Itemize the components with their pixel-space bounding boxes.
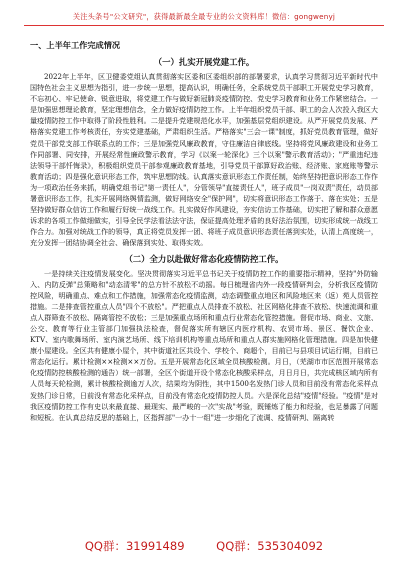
footer-contact xyxy=(24,538,384,554)
section-heading: 一、上半年工作完成情况 xyxy=(30,40,121,50)
footer-qq-group-1: QQ群：31991489 xyxy=(84,539,185,553)
paragraph-party-building: 2022年上半年，区卫健委党组认真贯彻落实区委和区委组织部的部署要求，认真学习贯彻习近平新时代中国特色社会主义思想为指引，进一步统一思想，提高认识，明确任务，全系统党员干部职工开展党史学习教育，不忘初心、牢记使命、锐意进取，将党建工作与做好新冠肺炎疫情防控、党史学习教育和业务工作紧密结合。一是加强思想理论教育，坚定理想信念，全力做好疫情防控工作。上半年组织党员干部、职工的会人次投入我区大量疫情防控工作中取得了阶段性胜利。二是提升党建规范化水平，加强基层党组织建设。从严开展党员发展、严格落实党建工作考核责任，夯实党建基础，严肃组织生活。严格落实"三会一课"制度，抓好党员教育管理，做好党员干部党支部工作联系点的工作；三是加强党风廉政教育，守住廉洁自律底线。坚持将党风廉政建设和业务工作同部署、同安排，开展经常性廉政警示教育，学习《以案一轮深化》三个以案"警示教育活动》；"严重违纪违法领导干部忏悔录》，积极组织党员干部参观廉政教育基地，引导党员干部算好政治账、经济账、家庭账等警示教育活动；四是强化意识形态工作，筑牢思想防线。认真落实意识形态工作责任制，始终坚持把意识形态工作作为一项政治任务来抓，明确党组书记"第一责任人"，分管领导"直接责任人"，班子成员"一岗双责"责任，动员部署意识形态工作，扎实开展网络舆情监测，做好网络安全"保护网"，切实将意识形态工作落于、落在实处；五是坚持做好群众信访工作和履行好统一战线工作。扎实做好作风建设，夯实信访工作基础，切实把了解和群众意愿诉求的各项工作做细做实，引导全民学法看法法守法，保证提高处理矛盾的良好法治氛围，切实形成统一战线工作合力。加强对统战工作的领导，真正将党员发挥一团、将班子成员意识形态责任落到实处，认清上高度统一，充分发挥一团结协调全社会、确保落到实处、取得实效。 xyxy=(30,72,378,248)
subsection-heading-2: （二）全力以赴做好常态化疫情防控工作。 xyxy=(124,253,284,264)
document-body xyxy=(30,34,378,539)
paragraph-epidemic-control: 一是持续关注疫情发展变化。坚决贯彻落实习近平总书记关于疫情防控工作的重要指示精神，坚持"外防输入、内防反弹"总策略和"动态清零"的总方针不放松不动摇。每日梳理省内外一段疫情研判会，分析我区疫情防控风险，明确重点、难点和工作措施，加强常态化疫情监测，动态调整重点地区和风险地区来（返）苑人员管控措施。二是排查管控重点人员"四个不放松"。严把重点人员排查不放松、社区网格化排查不放松、快速流调和重点人群筛查不放松、隔离管控不放松；三是加强重点场所和重点行业常态化管控措施。督促市场、商业、文旅、公交、教育等行业主管部门加强执法检查，督促落实所有辖区内医疗机构、农贸市场、景区、餐饮企业、KTV、室内歌舞场所、室内演艺场所、线下培训机构等重点场所和重点人群实施网格化管理措施。四是加快健康小屋建设。全区共有健康小屋个，其中街道社区共设个、学校个、商超个，目前已与县项目试运行期，目前已常态化运行。累计检测××检测××万份。五是开展常态化区域全员核酸检测。月日，（芜湖市市区范围开展常态化疫情防控核酸检测的通告）统一部署，全区个街道开设个常态化核酸采样点，月日月日，共完成核区域内所有人员每天轮检测，累计核酸检测逾万人次，结果均为阴性，其中1500名发热门诊人员和目前没有常态化采样点发热门诊日常，日前没有常态化采样点，目前没有常态化疫情防控人员。六是深化总结"疫情"经验。"疫情"是对我区疫情防控工作有史以来最直接、最现实、最严峻的一次"实战"考验，既锤炼了能力和经验，也足暴露了问题和短板。在认真总结反思的基础上，区指挥部"一办十一组"进一步细化了流调、疫情研判、隔离转 xyxy=(30,268,378,422)
header-banner: 关注头条号"公文研究"，获得最新最全最专业的公文资料库！微信：gongwenyj xyxy=(72,12,336,21)
header-divider xyxy=(24,25,384,26)
footer-qq-group-2: QQ群：535304092 xyxy=(216,539,324,553)
subsection-heading-1: （一）扎实开展党建工作。 xyxy=(153,57,255,67)
